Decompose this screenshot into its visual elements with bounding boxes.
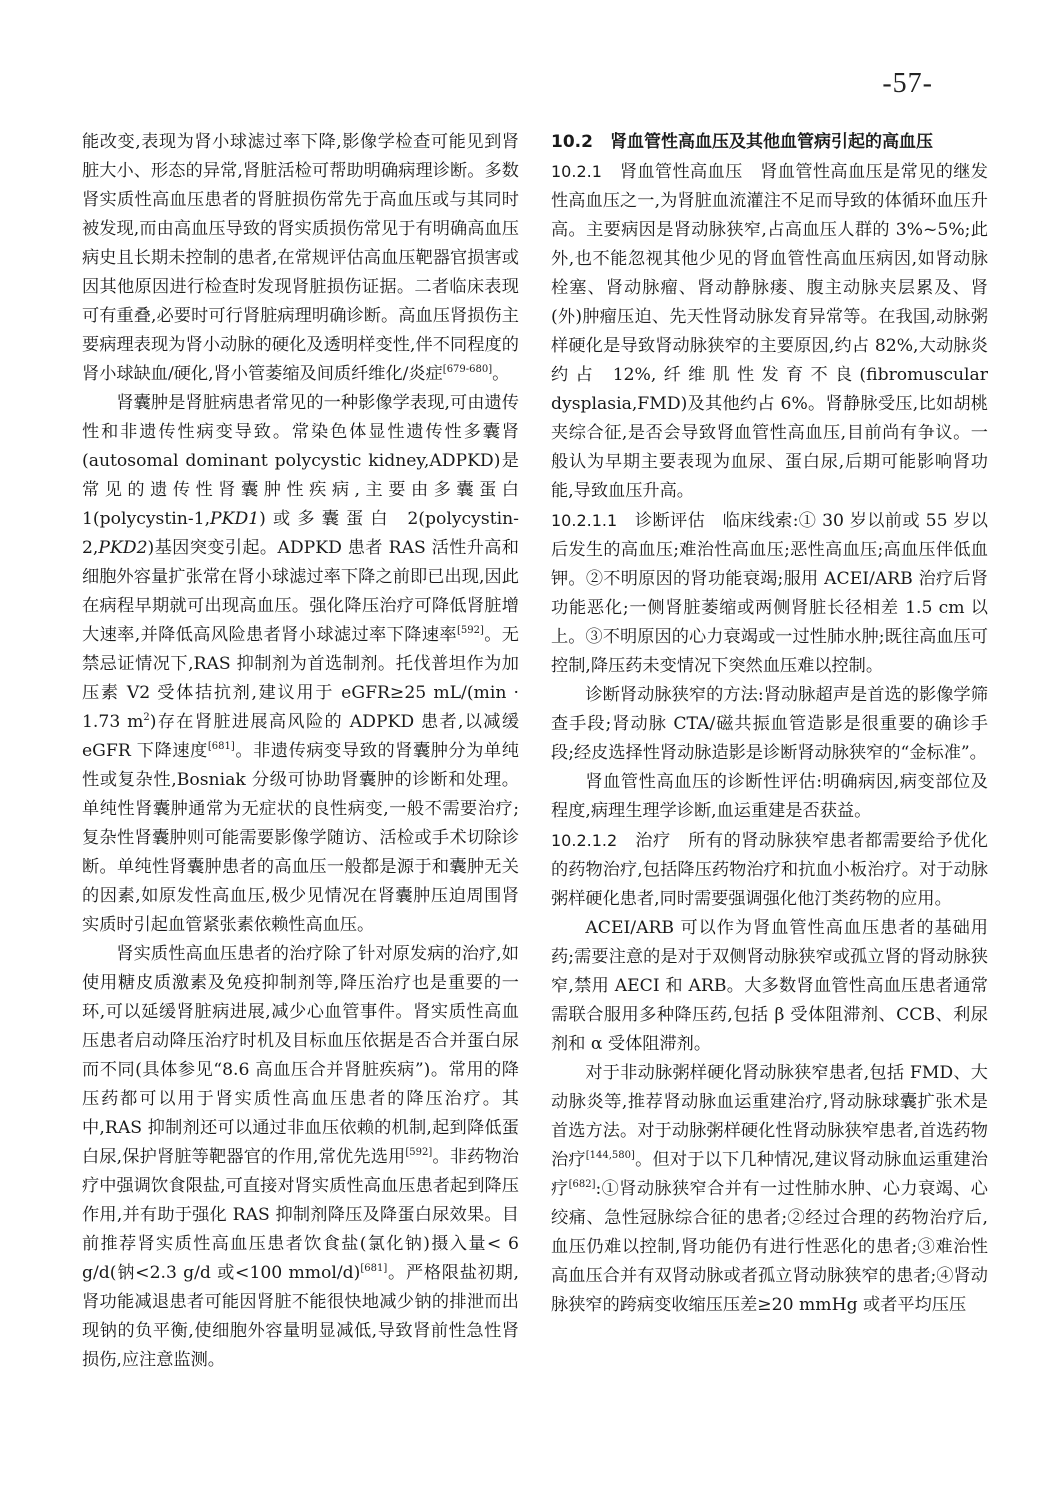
citation: [681] [360, 1263, 388, 1274]
section-heading: 10.2 肾血管性高血压及其他血管病引起的高血压 [551, 132, 933, 152]
citation: [144,580] [585, 1150, 635, 1161]
left-column [82, 128, 519, 1375]
paragraph-renal-cyst: 肾囊肿是肾脏病患者常见的一种影像学表现,可由遗传性和非遗传性病变导致。常染色体显性遗传性多囊肾(autosomal dominant polycystic kidney,ADPKD)是常见的遗传性肾囊肿性疾病,主要由多囊蛋白 1(polycystin-1,PKD1)或多囊蛋白 2(polycystin-2,PKD2)基因突变引起。ADPKD 患者 RAS 活性升高和细胞外容量扩张常在肾小球滤过率下降之前即已出现,因此在病程早期就可出现高血压。强化降压治疗可降低肾脏增大速率,并降低高风险患者肾小球滤过率下降速率[592]。无禁忌证情况下,RAS 抑制剂为首选制剂。托伐普坦作为加压素 V2 受体拮抗剂,建议用于 eGFR≥25 mL/(min · 1.73 $m^2$)存在肾脏进展高风险的 ADPKD 患者,以减缓 eGFR 下降速度[681]。非遗传病变导致的肾囊肿分为单纯性或复杂性,Bosniak 分级可协助肾囊肿的诊断和处理。单纯性肾囊肿通常为无症状的良性病变,一般不需要治疗;复杂性肾囊肿则可能需要影像学随访、活检或手术切除诊断。单纯性肾囊肿患者的高血压一般都是源于和囊肿无关的因素,如原发性高血压,极少见情况在肾囊肿压迫周围肾实质时引起血管紧张素依赖性高血压。 [82, 393, 520, 935]
citation: [682] [568, 1179, 596, 1190]
paragraph-acei-arb: ACEI/ARB 可以作为肾血管性高血压患者的基础用药;需要注意的是对于双侧肾动脉狭窄或孤立肾的肾动脉狭窄,禁用 AECI 和 ARB。大多数肾血管性高血压患者通常需联合服用多种降压药,包括 β 受体阻滞剂、CCB、利尿剂和 α 受体阻滞剂。 [551, 918, 988, 1054]
paragraph-therapy: 10.2.1.2 治疗 所有的肾动脉狭窄患者都需要给予优化的药物治疗,包括降压药物治疗和抗血小板治疗。对于动脉粥样硬化患者,同时需要强调强化他汀类药物的应用。 [551, 831, 988, 909]
paragraph-treatment: 肾实质性高血压患者的治疗除了针对原发病的治疗,如使用糖皮质激素及免疫抑制剂等,降压治疗也是重要的一环,可以延缓肾脏病进展,减少心血管事件。肾实质性高血压患者启动降压治疗时机及目标血压依据是否合并蛋白尿而不同(具体参见“8.6 高血压合并肾脏疾病”)。常用的降压药都可以用于肾实质性高血压患者的降压治疗。其中,RAS 抑制剂还可以通过非血压依赖的机制,起到降低蛋白尿,保护肾脏等靶器官的作用,常优先选用[592]。非药物治疗中强调饮食限盐,可直接对肾实质性高血压患者起到降压作用,并有助于强化 RAS 抑制剂降压及降蛋白尿效果。目前推荐肾实质性高血压患者饮食盐(氯化钠)摄入量< 6 g/d(钠<2.3 g/d 或<100 mmol/d)[681]。严格限盐初期,肾功能减退患者可能因肾脏不能很快地减少钠的排泄而出现钠的负平衡,使细胞外容量明显减低,导致肾前性急性肾损伤,应注意监测。 [82, 944, 519, 1370]
paragraph-renal-damage: 能改变,表现为肾小球滤过率下降,影像学检查可能见到肾脏大小、形态的异常,肾脏活检可帮助明确病理诊断。多数肾实质性高血压患者的肾脏损伤常先于高血压或与其同时被发现,而由高血压导致的肾实质损伤常见于有明确高血压病史且长期未控制的患者,在常规评估高血压靶器官损害或因其他原因进行检查时发现肾脏损伤证据。二者临床表现可有重叠,必要时可行肾脏病理明确诊断。高血压肾损伤主要病理表现为肾小动脉的硬化及透明样变性,伴不同程度的肾小球缺血/硬化,肾小管萎缩及间质纤维化/炎症[679-680]。 [82, 132, 519, 384]
right-column [551, 128, 988, 1320]
paragraph-diagnostic-evaluation: 肾血管性高血压的诊断性评估:明确病因,病变部位及程度,病理生理学诊断,血运重建是否获益。 [551, 772, 988, 821]
paragraph-diagnosis: 10.2.1.1 诊断评估 临床线索:① 30 岁以前或 55 岁以后发生的高血压;难治性高血压;恶性高血压;高血压伴低血钾。②不明原因的肾功能衰竭;服用 ACEI/ARB 治疗后肾功能恶化;一侧肾脏萎缩或两侧肾脏长径相差 1.5 cm 以上。③不明原因的心力衰竭或一过性肺水肿;既往高血压可控制,降压药未变情况下突然血压难以控制。 [551, 511, 988, 676]
paragraph-revascularization: 对于非动脉粥样硬化肾动脉狭窄患者,包括 FMD、大动脉炎等,推荐肾动脉血运重建治疗,肾动脉球囊扩张术是首选方法。对于动脉粥样硬化性肾动脉狭窄患者,首选药物治疗[144,580]。但对于以下几种情况,建议肾动脉血运重建治疗[682]:①肾动脉狭窄合并有一过性肺水肿、心力衰竭、心绞痛、急性冠脉综合征的患者;②经过合理的药物治疗后,血压仍难以控制,肾功能仍有进行性恶化的患者;③难治性高血压合并有双肾动脉或者孤立肾动脉狭窄的患者;④肾动脉狭窄的跨病变收缩压压差≥20 mmHg 或者平均压压 [551, 1063, 988, 1315]
paragraph-renovascular: 10.2.1 肾血管性高血压 肾血管性高血压是常见的继发性高血压之一,为肾脏血流灌注不足而导致的体循环血压升高。主要病因是肾动脉狭窄,占高血压人群的 3%~5%;此外,也不能忽视其他少见的肾血管性高血压病因,如肾动脉栓塞、肾动脉瘤、肾动静脉瘘、腹主动脉夹层累及、肾(外)肿瘤压迫、先天性肾动脉发育异常等。在我国,动脉粥样硬化是导致肾动脉狭窄的主要原因,约占 82%,大动脉炎约占 12%,纤维肌性发育不良(fibromuscular dysplasia,FMD)及其他约占 6%。肾静脉受压,比如胡桃夹综合征,是否会导致肾血管性高血压,目前尚有争议。一般认为早期主要表现为血尿、蛋白尿,后期可能影响肾功能,导致血压升高。 [551, 162, 988, 501]
citation: [679-680] [442, 364, 493, 375]
citation: [681] [207, 741, 235, 752]
paragraph-diagnostic-methods: 诊断肾动脉狭窄的方法:肾动脉超声是首选的影像学筛查手段;肾动脉 CTA/磁共振血管造影是很重要的确诊手段;经皮选择性肾动脉造影是诊断肾动脉狭窄的“金标准”。 [551, 685, 988, 763]
citation: [592] [456, 625, 484, 636]
citation: [592] [405, 1147, 433, 1158]
page-number: -57- [882, 68, 933, 99]
